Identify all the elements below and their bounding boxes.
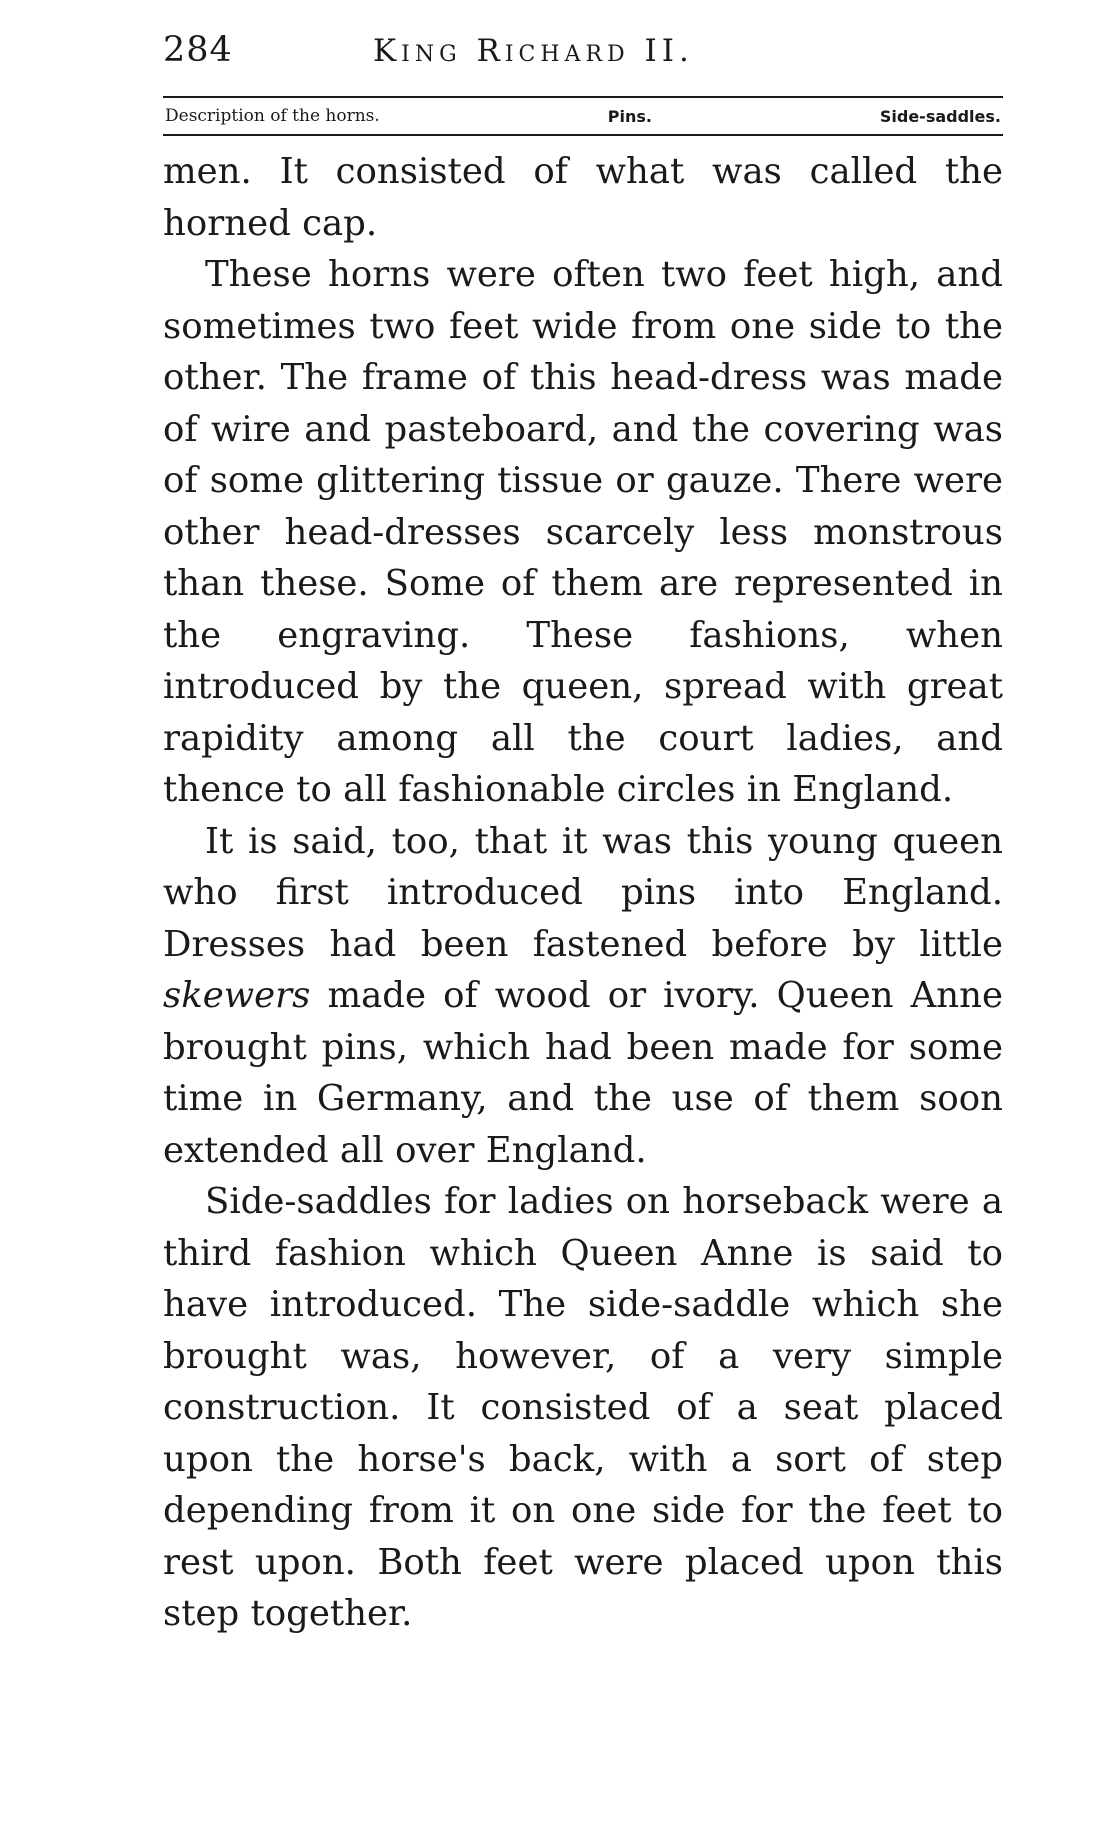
paragraph-side-saddles: Side-saddles for ladies on horseback were a third fashion which Queen Anne is said to have introduced. The side-saddle which she brought was, however, of a very simple construction. It consisted of a seat placed upon the horse's back, with a sort of step depending from it on one side for the feet to rest upon. Both feet were placed upon this step together.	[163, 1181, 1003, 1634]
italic-skewers: skewers	[163, 975, 311, 1016]
header-rule-bottom	[163, 134, 1003, 136]
body-text	[163, 146, 1003, 1640]
marginal-topics	[163, 98, 1003, 134]
pins-text-end: made of wood or ivory. Queen Anne brought pins, which had been made for some time in Germany, and the use of them soon extended all over England.	[163, 975, 1003, 1171]
pins-text-start: It is said, too, that it was this young queen who first introduced pins into England. Dresses had been fastened before by little	[163, 820, 1003, 965]
book-page	[163, 30, 1003, 1640]
running-title: King Richard II.	[373, 33, 694, 69]
running-head	[163, 30, 1003, 90]
topic-horns: Description of the horns.	[165, 106, 380, 126]
paragraph-horns: These horns were often two feet high, and sometimes two feet wide from one side to the other. The frame of this head-dress was made of wire and pasteboard, and the covering was of some glittering tissue or gauze. There were other head-dresses scarcely less monstrous than these. Some of them are represented in the engraving. These fashions, when introduced by the queen, spread with great rapidity among all the court ladies, and thence to all fashionable circles in England.	[163, 254, 1003, 810]
page-number: 284	[163, 30, 233, 70]
topic-side-saddles: Side-saddles.	[879, 106, 1001, 126]
paragraph-pins	[163, 816, 1003, 1177]
paragraph-continued: men. It consisted of what was called the horned cap.	[163, 151, 1003, 244]
topic-pins: Pins.	[607, 106, 652, 126]
